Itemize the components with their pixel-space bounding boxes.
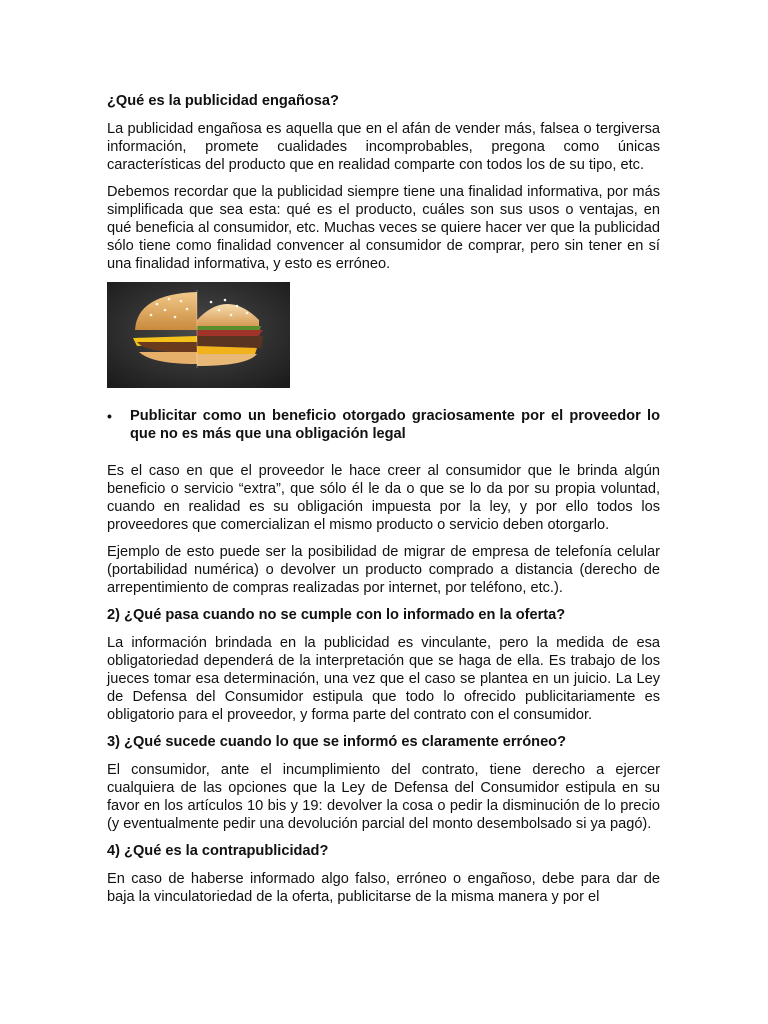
paragraph-definition: La publicidad engañosa es aquella que en el afán de vender más, falsea o tergiversa información, promete cualidades incomprobables, pregona como únicas características del producto que en realidad comparte con todos los de su tipo, etc. [107, 121, 660, 173]
bullet-marker: • [107, 408, 112, 424]
paragraph-extra-benefit: Es el caso en que el proveedor le hace creer al consumidor que le brinda algún beneficio o servicio “extra”, que sólo él le da o que se lo da por su propia voluntad, cuando en realidad es su obligación impuesta por la ley, y por ello todos los proveedores que comercializan el mismo producto o servicio deben otorgarlo. [107, 463, 660, 533]
bullet-item-beneficio [107, 407, 660, 443]
heading-question-4: 4) ¿Qué es la contrapublicidad? [107, 843, 329, 859]
paragraph-incumplimiento: El consumidor, ante el incumplimiento del contrato, tiene derecho a ejercer cualquiera de las opciones que la Ley de Defensa del Consumidor estipula en su favor en los artículos 10 bis y 19: devolver la cosa o pedir la disminución de lo precio (y eventualmente pedir una devolución parcial del monto desembolsado si ya pagó). [107, 762, 660, 832]
document-page [107, 92, 660, 915]
paragraph-informative-purpose: Debemos recordar que la publicidad siempre tiene una finalidad informativa, por más simplificada que sea esta: qué es el producto, cuáles son sus usos o ventajas, en qué beneficia al consumidor, etc. Muchas veces se quiere hacer ver que la publicidad sólo tiene como finalidad convencer al consumidor de comprar, pero sin tener en sí una finalidad informativa, y esto es erróneo. [107, 184, 660, 272]
paragraph-vinculante: La información brindada en la publicidad es vinculante, pero la medida de esa obligatoriedad dependerá de la interpretación que se haga de ella. Es trabajo de los jueces tomar esa determinación, una vez que el caso se plantea en un juicio. La Ley de Defensa del Consumidor estipula que todo lo ofrecido publicitariamente es obligatorio para el proveedor, y forma parte del contrato con el consumidor. [107, 635, 660, 723]
paragraph-example: Ejemplo de esto puede ser la posibilidad de migrar de empresa de telefonía celular (portabilidad numérica) o devolver un producto comprado a distancia (derecho de arrepentimiento de compras realizadas por internet, por teléfono, etc.). [107, 544, 660, 596]
heading-question-3: 3) ¿Qué sucede cuando lo que se informó es claramente erróneo? [107, 734, 567, 750]
hamburger-comparison-image [107, 282, 290, 388]
bullet-text: Publicitar como un beneficio otorgado graciosamente por el proveedor lo que no es más que una obligación legal [130, 408, 660, 442]
heading-question-2: 2) ¿Qué pasa cuando no se cumple con lo informado en la oferta? [107, 607, 566, 623]
paragraph-contrapublicidad: En caso de haberse informado algo falso, erróneo o engañoso, debe para dar de baja la vinculatoriedad de la oferta, publicitarse de la misma manera y por el [107, 871, 660, 905]
heading-publicidad-enganosa: ¿Qué es la publicidad engañosa? [107, 93, 339, 109]
